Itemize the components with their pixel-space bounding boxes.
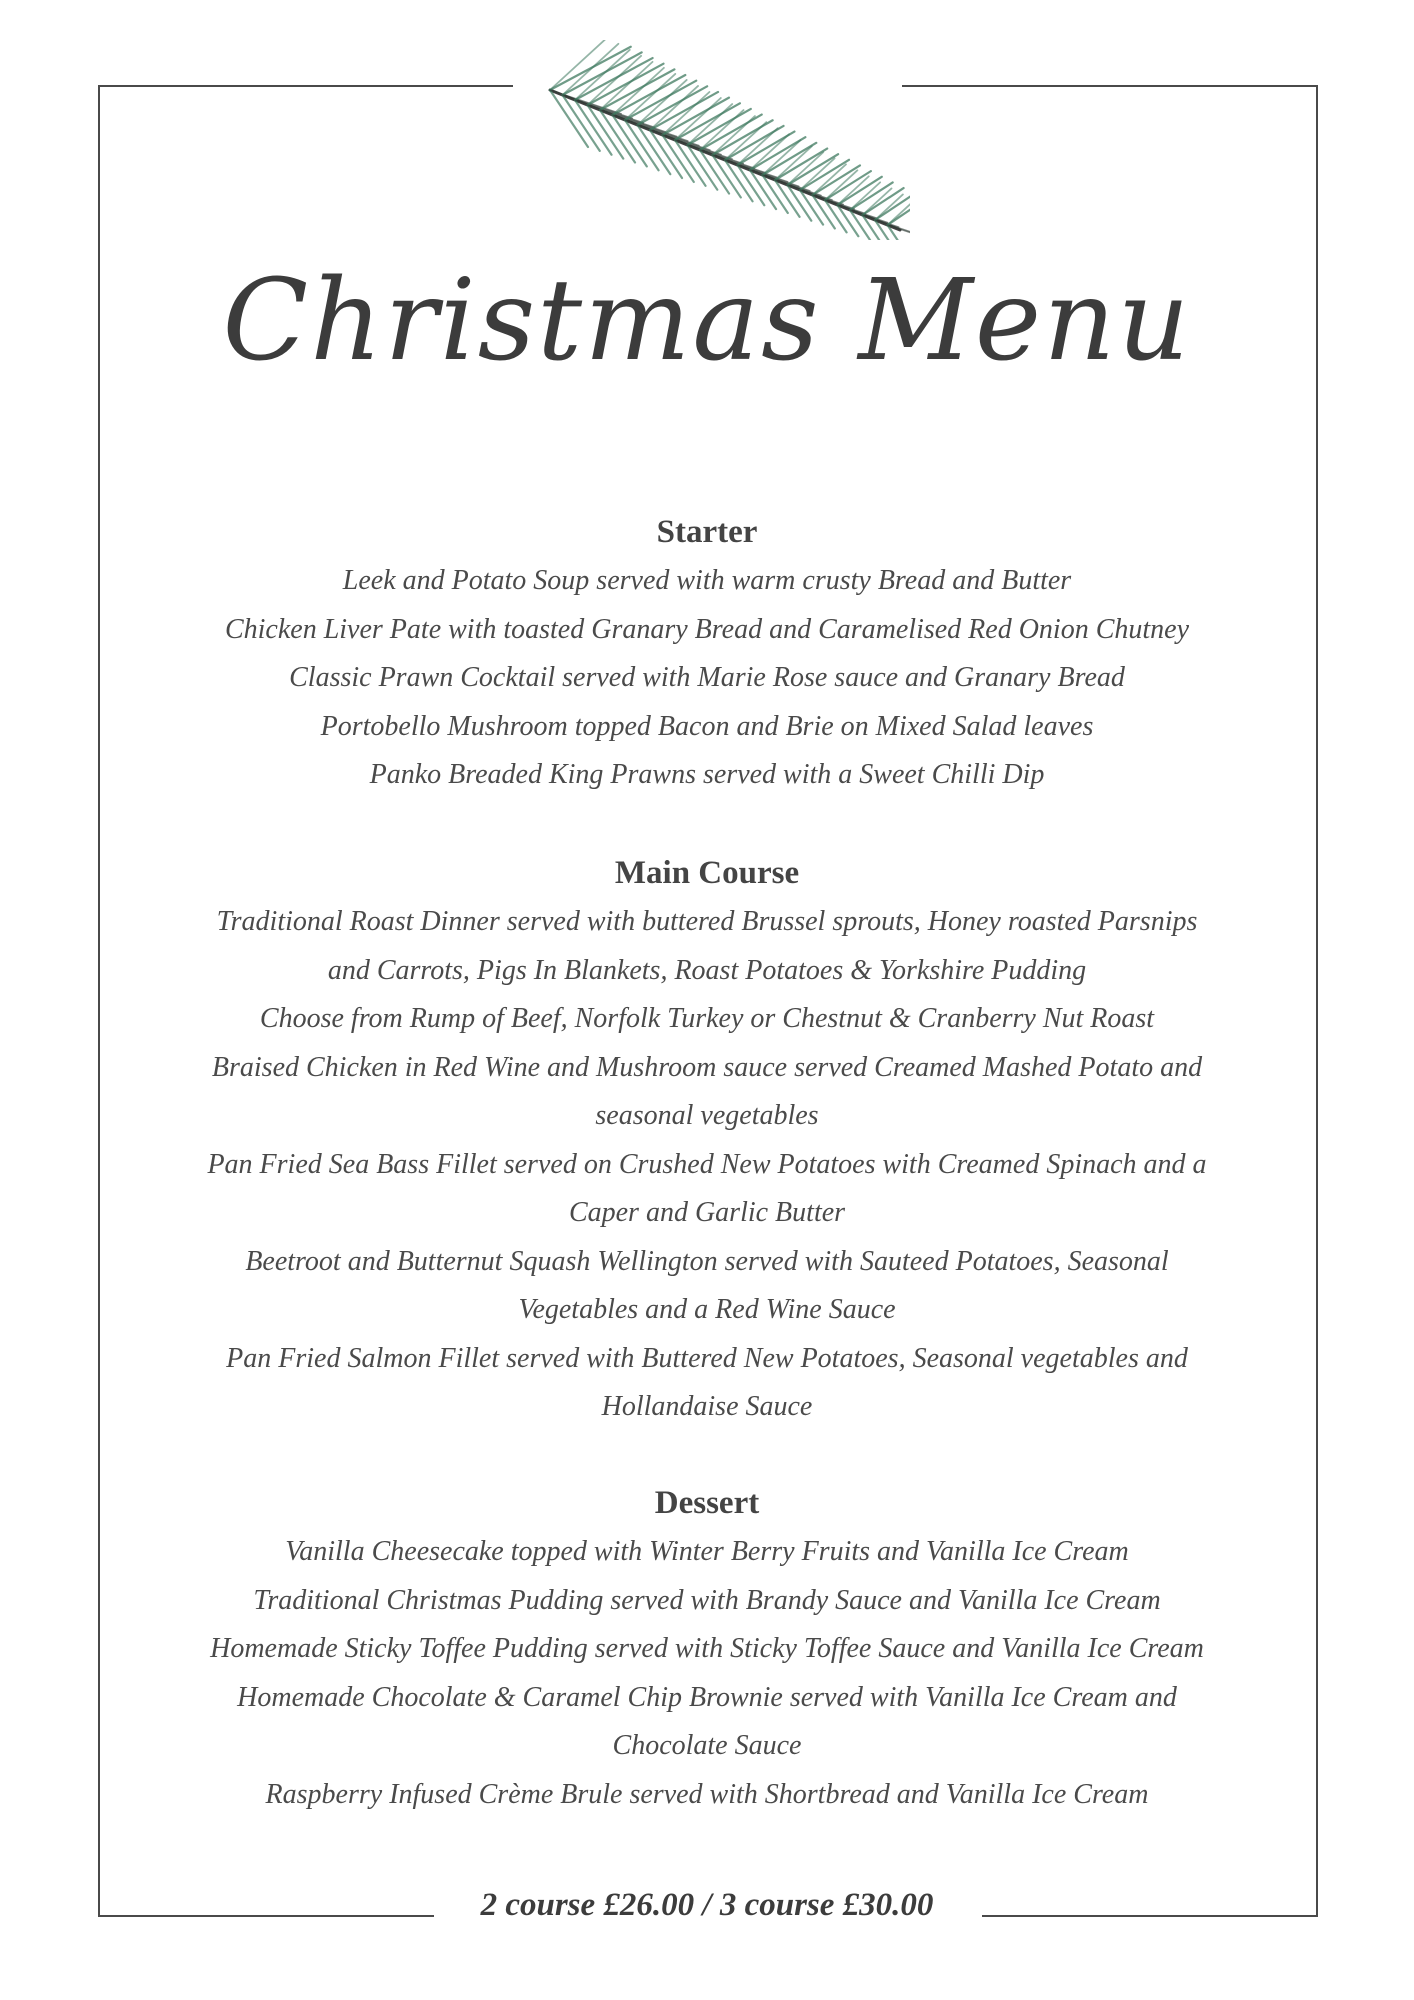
menu-item: Caper and Garlic Butter — [568, 1197, 846, 1228]
menu-item: Vegetables and a Red Wine Sauce — [518, 1294, 896, 1325]
menu-item: Traditional Christmas Pudding served with Brandy Sauce and Vanilla Ice Cream — [253, 1584, 1161, 1616]
section-main-course — [140, 848, 1274, 1432]
menu-item: Classic Prawn Cocktail served with Marie Rose sauce and Granary Bread — [289, 662, 1125, 693]
section-heading: Starter — [656, 514, 758, 550]
price-text: 2 course £26.00 / 3 course £30.00 — [480, 1887, 934, 1923]
menu-item: Homemade Chocolate & Caramel Chip Brownie served with Vanilla Ice Cream and — [237, 1681, 1177, 1713]
menu-item: Beetroot and Butternut Squash Wellington served with Sauteed Potatoes, Seasonal — [245, 1245, 1169, 1277]
menu-item: Chicken Liver Pate with toasted Granary Bread and Caramelised Red Onion Chutney — [224, 613, 1190, 645]
menu-item: Portobello Mushroom topped Bacon and Brie on Mixed Salad leaves — [320, 710, 1094, 742]
section-heading: Dessert — [654, 1485, 760, 1521]
menu-title: Christmas Menu — [222, 256, 1192, 386]
menu-item: Vanilla Cheesecake topped with Winter Berry Fruits and Vanilla Ice Cream — [285, 1536, 1129, 1567]
frame-top-right — [902, 85, 1318, 87]
menu-item: Panko Breaded King Prawns served with a Sweet Chilli Dip — [369, 759, 1045, 790]
menu-item: seasonal vegetables — [595, 1100, 819, 1131]
menu-item: Choose from Rump of Beef, Norfolk Turkey or Chestnut & Cranberry Nut Roast — [259, 1003, 1155, 1034]
pine-branch-icon — [540, 40, 910, 240]
menu-item: Braised Chicken in Red Wine and Mushroom sauce served Creamed Mashed Potato and — [211, 1051, 1203, 1083]
section-starter — [140, 507, 1274, 800]
menu-item: Raspberry Infused Crème Brule served with Shortbread and Vanilla Ice Cream — [265, 1778, 1149, 1810]
frame-top-left — [98, 85, 513, 87]
menu-item: and Carrots, Pigs In Blankets, Roast Potatoes & Yorkshire Pudding — [327, 954, 1087, 986]
section-heading: Main Course — [614, 855, 800, 891]
menu-item: Pan Fried Salmon Fillet served with Buttered New Potatoes, Seasonal vegetables and — [226, 1342, 1188, 1374]
menu-item: Leek and Potato Soup served with warm crusty Bread and Butter — [342, 565, 1072, 596]
menu-item: Homemade Sticky Toffee Pudding served with Sticky Toffee Sauce and Vanilla Ice Cream — [210, 1633, 1204, 1664]
section-dessert — [140, 1478, 1274, 1819]
menu-item: Traditional Roast Dinner served with buttered Brussel sprouts, Honey roasted Parsnips — [216, 906, 1198, 937]
menu-item: Chocolate Sauce — [612, 1730, 802, 1761]
menu-item: Hollandaise Sauce — [601, 1391, 813, 1422]
menu-item: Pan Fried Sea Bass Fillet served on Crushed New Potatoes with Creamed Spinach and a — [207, 1148, 1207, 1180]
